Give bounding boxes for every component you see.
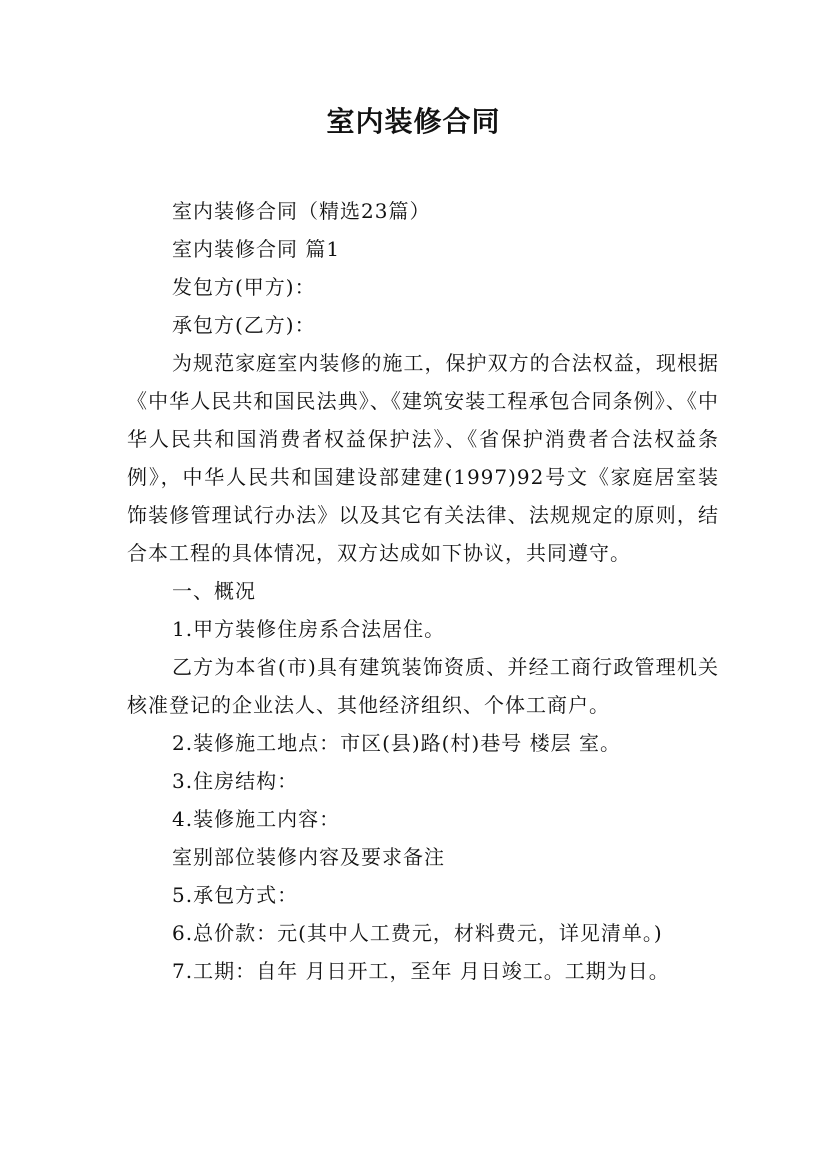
paragraph-clause-3: 3.住房结构： xyxy=(172,769,299,793)
paragraph-overview-heading: 一、概况 xyxy=(172,579,256,603)
paragraph-clause-1: 1.甲方装修住房系合法居住。 xyxy=(172,617,446,641)
paragraph-preamble: 为规范家庭室内装修的施工，保护双方的合法权益，现根据《中华人民共和国民法典》、《建筑安装工程承包合同条例》、《中华人民共和国消费者权益保护法》、《省保护消费者合法权益条例》，中华人民共和国建设部建建(1997)92号文《家庭居室装饰装修管理试行办法》以及其它有关法律、法规规定的原则，结合本工程的具体情况，双方达成如下协议，共同遵守。 xyxy=(127,351,719,565)
document-body xyxy=(127,192,719,990)
paragraph-clause-6: 6.总价款：元(其中人工费元，材料费元，详见清单。) xyxy=(172,921,663,945)
paragraph-section-heading: 室内装修合同 篇1 xyxy=(172,237,341,261)
paragraph-subtitle: 室内装修合同（精选23篇） xyxy=(172,199,431,223)
paragraph-clause-4: 4.装修施工内容： xyxy=(172,807,341,831)
paragraph-party-b: 承包方(乙方)： xyxy=(172,313,316,337)
paragraph-room-table-header: 室别部位装修内容及要求备注 xyxy=(172,845,445,869)
paragraph-clause-5: 5.承包方式： xyxy=(172,883,299,907)
document-title: 室内装修合同 xyxy=(326,105,501,138)
paragraph-party-b-qualification: 乙方为本省(市)具有建筑装饰资质、并经工商行政管理机关核准登记的企业法人、其他经济组织、个体工商户。 xyxy=(127,655,719,717)
paragraph-clause-7: 7.工期：自年 月日开工，至年 月日竣工。工期为日。 xyxy=(172,959,670,983)
paragraph-party-a: 发包方(甲方)： xyxy=(172,275,316,299)
paragraph-clause-2: 2.装修施工地点：市区(县)路(村)巷号 楼层 室。 xyxy=(172,731,622,755)
